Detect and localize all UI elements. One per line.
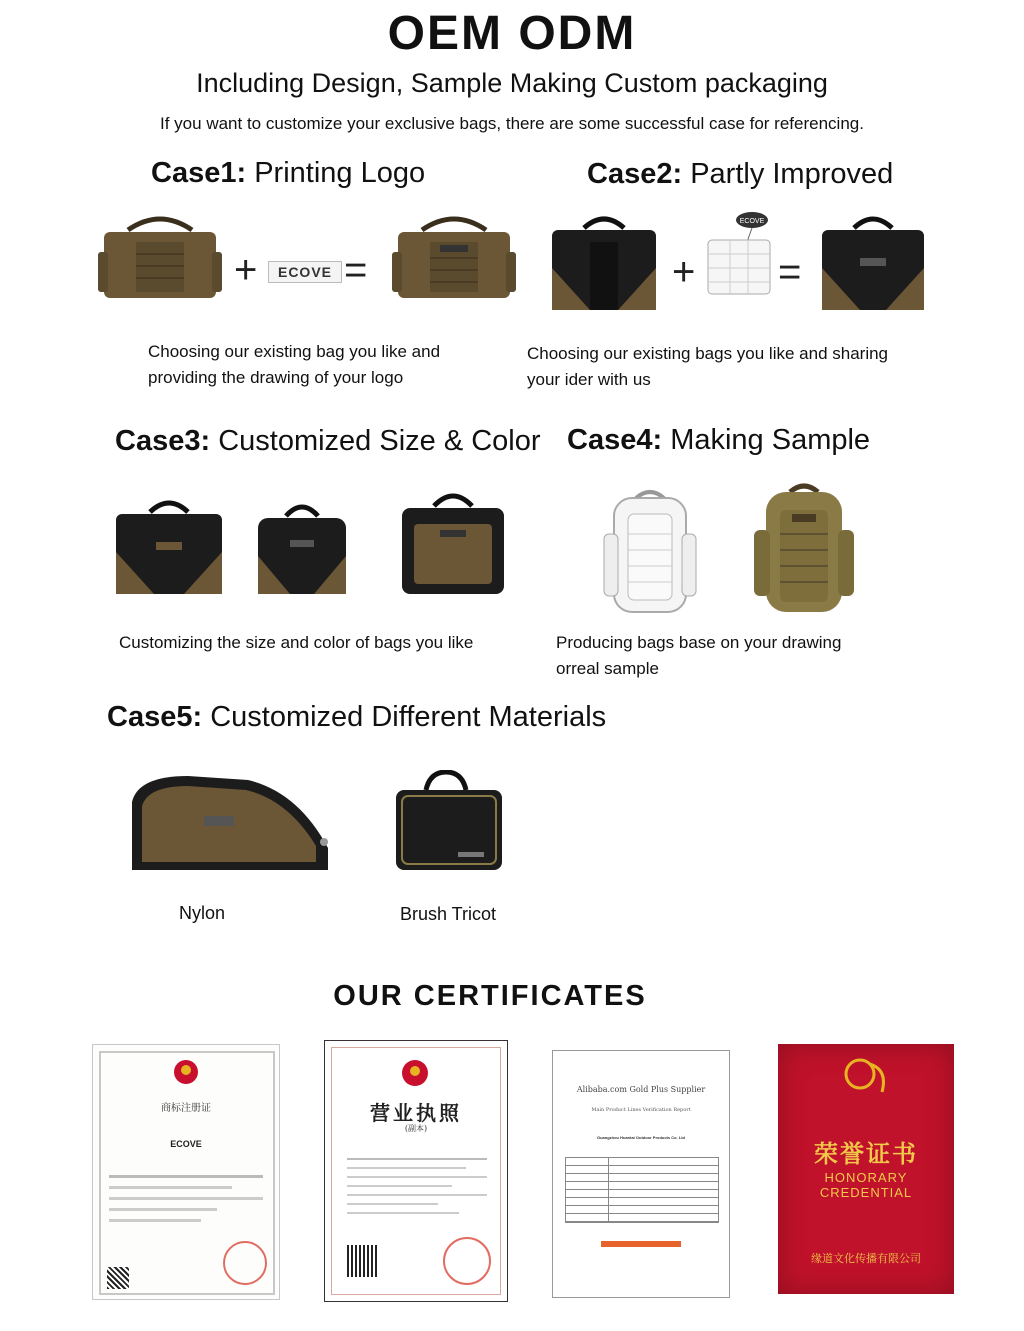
honorary-credential-en-line-1: HONORARY	[824, 1170, 908, 1185]
gold-calligraphy-logo-icon	[842, 1056, 894, 1100]
case4-description	[556, 630, 841, 682]
business-license-certificate	[324, 1040, 508, 1302]
alibaba-report-sub: Main Product Lines Verification Report	[591, 1107, 691, 1113]
honorary-credential-issuer: 缘道文化传播有限公司	[811, 1252, 921, 1265]
alibaba-report-company: Guangzhou Huantai Outdoor Products Co. Ltd	[597, 1135, 685, 1140]
national-emblem-icon	[173, 1059, 199, 1085]
business-license-sub: (副本)	[404, 1124, 428, 1133]
alibaba-verified-badge	[601, 1241, 681, 1247]
red-seal-icon	[443, 1237, 491, 1285]
qr-code-icon	[107, 1267, 129, 1289]
case1-equals-sign: =	[344, 248, 368, 292]
case3-bag-brown-image	[400, 490, 506, 596]
page-title: OEM ODM	[387, 7, 637, 60]
case2-description	[527, 341, 888, 393]
trademark-text-lines	[109, 1167, 263, 1230]
case2-desc-line-2: your ider with us	[527, 370, 651, 389]
alibaba-report-heading: Alibaba.com Gold Plus Supplier	[576, 1085, 706, 1094]
case2-original-bag-image	[550, 212, 658, 312]
case4-title: Making Sample	[670, 424, 871, 456]
case1-desc-line-1: Choosing our existing bag you like and	[148, 342, 441, 361]
case3-bag-large-image	[114, 496, 224, 596]
honorary-credential	[778, 1044, 954, 1294]
case1-heading	[151, 157, 425, 190]
case2-heading	[587, 158, 893, 191]
case4-sketch-backpack-image	[600, 486, 700, 616]
honorary-credential-heading: 荣誉证书	[814, 1139, 918, 1168]
case1-plus-sign: +	[234, 248, 258, 292]
case3-heading	[115, 425, 541, 458]
nylon-case-image	[128, 772, 332, 874]
case5-label: Case5:	[107, 701, 203, 733]
case5-title: Customized Different Materials	[210, 701, 607, 733]
material-label-brush-tricot: Brush Tricot	[399, 904, 497, 924]
qr-code-icon	[347, 1245, 379, 1277]
page-subtitle: Including Design, Sample Making Custom packaging	[196, 68, 828, 98]
case5-heading	[107, 701, 606, 734]
business-license-heading: 营业执照	[370, 1101, 462, 1125]
trademark-logo-text: ECOVE	[170, 1139, 202, 1149]
case4-heading	[567, 424, 870, 457]
case3-label: Case3:	[115, 425, 211, 457]
alibaba-report-table	[565, 1157, 719, 1223]
case2-desc-line-1: Choosing our existing bags you like and sharing	[527, 344, 889, 363]
case2-sketch-bag-image	[704, 210, 774, 298]
case2-title: Partly Improved	[690, 158, 894, 190]
case1-desc-line-2: providing the drawing of your logo	[148, 368, 404, 387]
alibaba-supplier-report	[552, 1050, 730, 1298]
case2-result-bag-image	[820, 212, 926, 312]
honorary-credential-en-line-2: CREDENTIAL	[819, 1185, 913, 1200]
case2-label: Case2:	[587, 158, 683, 190]
case4-desc-line-1: Producing bags base on your drawing	[556, 633, 842, 652]
case1-title: Printing Logo	[254, 157, 426, 189]
case4-sample-backpack-image	[752, 480, 856, 616]
case2-plus-sign: +	[672, 250, 696, 294]
case1-original-bag-image	[98, 212, 222, 304]
svg-text:ECOVE: ECOVE	[739, 218, 765, 225]
brush-tricot-case-image	[394, 770, 504, 872]
intro-text: If you want to customize your exclusive bags, there are some successful case for referencing.	[160, 114, 864, 133]
case3-bag-medium-image	[256, 500, 348, 596]
trademark-certificate	[92, 1044, 280, 1300]
case2-equals-sign: =	[778, 250, 802, 294]
case4-desc-line-2: orreal sample	[556, 659, 659, 678]
trademark-certificate-heading: 商标注册证	[161, 1103, 211, 1114]
case1-description	[148, 339, 440, 391]
ecove-logo: ECOVE	[268, 261, 342, 283]
case3-description	[119, 630, 473, 656]
case3-title: Customized Size & Color	[218, 425, 541, 457]
national-emblem-icon	[401, 1059, 429, 1087]
case1-result-bag-image	[392, 212, 516, 304]
material-label-nylon: Nylon	[178, 903, 226, 923]
red-seal-icon	[223, 1241, 267, 1285]
business-license-text-lines	[347, 1151, 487, 1221]
case1-label: Case1:	[151, 157, 247, 189]
case4-label: Case4:	[567, 424, 663, 456]
case3-desc-line-1: Customizing the size and color of bags you like	[119, 633, 474, 652]
certificates-title: OUR CERTIFICATES	[333, 980, 647, 1012]
